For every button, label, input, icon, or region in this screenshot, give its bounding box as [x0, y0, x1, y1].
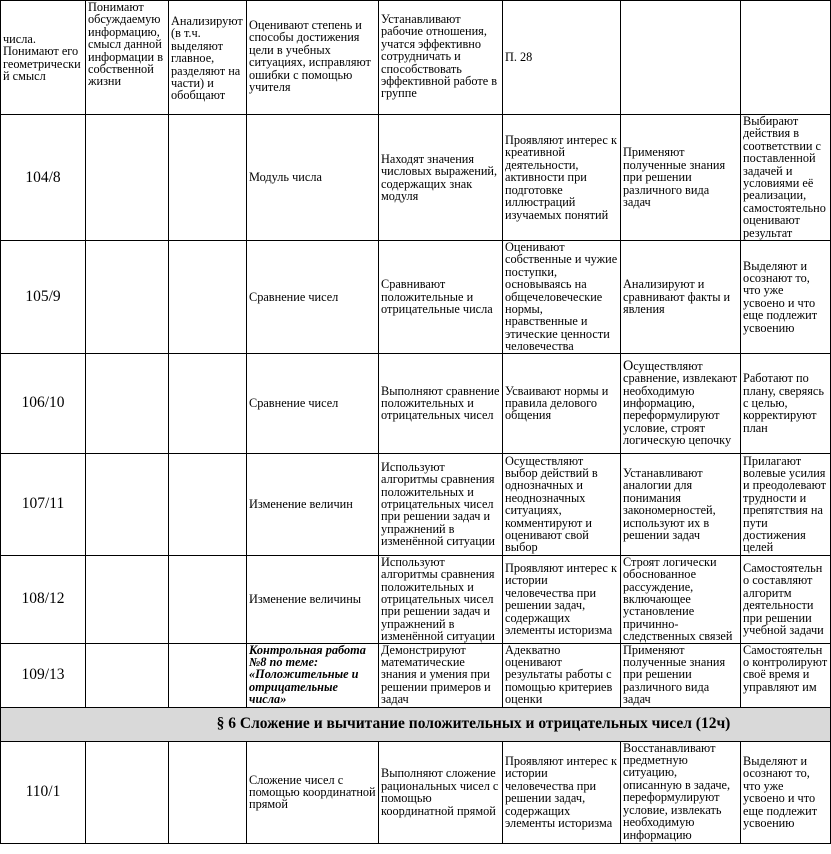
lesson-number: 108/12 [1, 555, 86, 643]
cognitive-cell [621, 353, 741, 453]
section-title-cell [1, 707, 831, 741]
empty-cell [169, 741, 247, 843]
header-cell-2: Анализируют (в т.ч. выделяют главное, разделяют на части) и обобщают [169, 1, 247, 115]
table-row [1, 555, 831, 643]
cognitive-cell: Анализируют и сравнивают факты и явления [621, 241, 741, 354]
cognitive-cell: Восстанавливают предметную ситуацию, описанную в задаче, переформулируют условие, извлекать необходимую информацию [621, 741, 741, 843]
header-cell-3: Оценивают степень и способы достижения цели в учебных ситуациях, исправляют ошибки с помощью учителя [247, 1, 379, 115]
table-row [1, 241, 831, 354]
empty-cell [169, 353, 247, 453]
activity-cell: Находят значения числовых выражений, содержащих знак модуля [379, 115, 503, 241]
personal-results-cell: Усваивают нормы и правила делового общения [503, 353, 621, 453]
empty-cell [169, 115, 247, 241]
personal-results-cell: Проявляют интерес к истории человечества при решении задач, содержащих элементы историзма [503, 555, 621, 643]
personal-results-cell: Адекватно оценивают результаты работы с помощью критериев оценки [503, 643, 621, 707]
header-cell-5: П. 28 [503, 1, 621, 115]
empty-cell [169, 643, 247, 707]
header-cell-0: числа. Понимают его геометрический смысл [1, 1, 86, 115]
header-row [1, 1, 831, 115]
cognitive-cell: Применяют полученные знания при решении различного вида задач [621, 643, 741, 707]
empty-cell [169, 453, 247, 555]
activity-cell: Выполняют сравнение положительных и отрицательных чисел [379, 353, 503, 453]
lesson-topic: Изменение величины [247, 555, 379, 643]
table-row [1, 643, 831, 707]
lesson-topic: Сравнение чисел [247, 353, 379, 453]
activity-cell: Демонстрируют математические знания и умения при решении примеров и задач [379, 643, 503, 707]
empty-cell [86, 353, 169, 453]
empty-cell [86, 241, 169, 354]
lesson-number: 104/8 [1, 115, 86, 241]
lesson-number: 106/10 [1, 353, 86, 453]
lesson-number: 110/1 [1, 741, 86, 843]
section-title: § 6 Сложение и вычитание положительных и отрицательных чисел (12ч) [216, 714, 731, 732]
header-cell-4: Устанавливают рабочие отношения, учатся эффективно сотрудничать и способствовать эффективной работе в группе [379, 1, 503, 115]
personal-results-cell: Оценивают собственные и чужие поступки, основываясь на общечеловеческие нормы, нравственные и этические ценности человечества [503, 241, 621, 354]
header-cell-1: Понимают обсуждаемую информацию, смысл данной информации в собственной жизни [86, 1, 169, 115]
activity-cell: Сравнивают положительные и отрицательные числа [379, 241, 503, 354]
cognitive-cell: Применяют полученные знания при решении различного вида задач [621, 115, 741, 241]
activity-cell: Выполняют сложение рациональных чисел с помощью координатной прямой [379, 741, 503, 843]
header-cell-7 [741, 1, 831, 115]
activity-cell: Используют алгоритмы сравнения положительных и отрицательных чисел при решении задач и упражнений в изменённой ситуации [379, 453, 503, 555]
lesson-number: 109/13 [1, 643, 86, 707]
regulative-cell: Выделяют и осознают то, что уже усвоено и что еще подлежит усвоению [741, 741, 831, 843]
lesson-topic: Сложение чисел с помощью координатной прямой [247, 741, 379, 843]
lesson-topic: Контрольная работа №8 по теме: «Положительные и отрицательные числа» [247, 643, 379, 707]
lesson-number: 105/9 [1, 241, 86, 354]
section-row [1, 707, 831, 741]
table-row [1, 115, 831, 241]
regulative-cell: Выделяют и осознают то, что уже усвоено и что еще подлежит усвоению [741, 241, 831, 354]
cognitive-cell: Строят логически обоснованное рассуждение, включающее установление причинно-следственных связей [621, 555, 741, 643]
personal-results-cell: Проявляют интерес к истории человечества при решении задач, содержащих элементы историзма [503, 741, 621, 843]
activity-cell: Используют алгоритмы сравнения положительных и отрицательных чисел при решении задач и упражнений в изменённой ситуации [379, 555, 503, 643]
personal-results-cell: Проявляют интерес к креативной деятельности, активности при подготовке иллюстраций изучаемых понятий [503, 115, 621, 241]
lesson-topic: Сравнение чисел [247, 241, 379, 354]
empty-cell [86, 453, 169, 555]
regulative-cell: Прилагают волевые усилия и преодолевают трудности и препятствия на пути достижения целей [741, 453, 831, 555]
empty-cell [86, 115, 169, 241]
empty-cell [86, 741, 169, 843]
empty-cell [86, 555, 169, 643]
lesson-topic: Изменение величин [247, 453, 379, 555]
personal-results-cell: Осуществляют выбор действий в однозначных и неоднозначных ситуациях, комментируют и оценивают свой выбор [503, 453, 621, 555]
regulative-cell: Работают по плану, сверяясь с целью, корректируют план [741, 353, 831, 453]
cognitive-text: существляют сравнение, извлекают необходимую информацию, переформулируют условие, строят логическую цепочку [623, 358, 737, 448]
regulative-cell: Выбирают действия в соответствии с поставленной задачей и условиями её реализации, самостоятельно оценивают результат [741, 115, 831, 241]
empty-cell [169, 241, 247, 354]
table-row [1, 353, 831, 453]
table-row [1, 741, 831, 843]
empty-cell [169, 555, 247, 643]
regulative-cell: Самостоятельно контролируют своё время и управляют им [741, 643, 831, 707]
table-row [1, 453, 831, 555]
regulative-cell: Самостоятельно составляют алгоритм деятельности при решении учебной задачи [741, 555, 831, 643]
drop-cap: О [623, 357, 634, 374]
lesson-number: 107/11 [1, 453, 86, 555]
lesson-topic: Модуль числа [247, 115, 379, 241]
empty-cell [86, 643, 169, 707]
cognitive-cell: Устанавливают аналогии для понимания закономерностей, используют их в решении задач [621, 453, 741, 555]
header-cell-6 [621, 1, 741, 115]
